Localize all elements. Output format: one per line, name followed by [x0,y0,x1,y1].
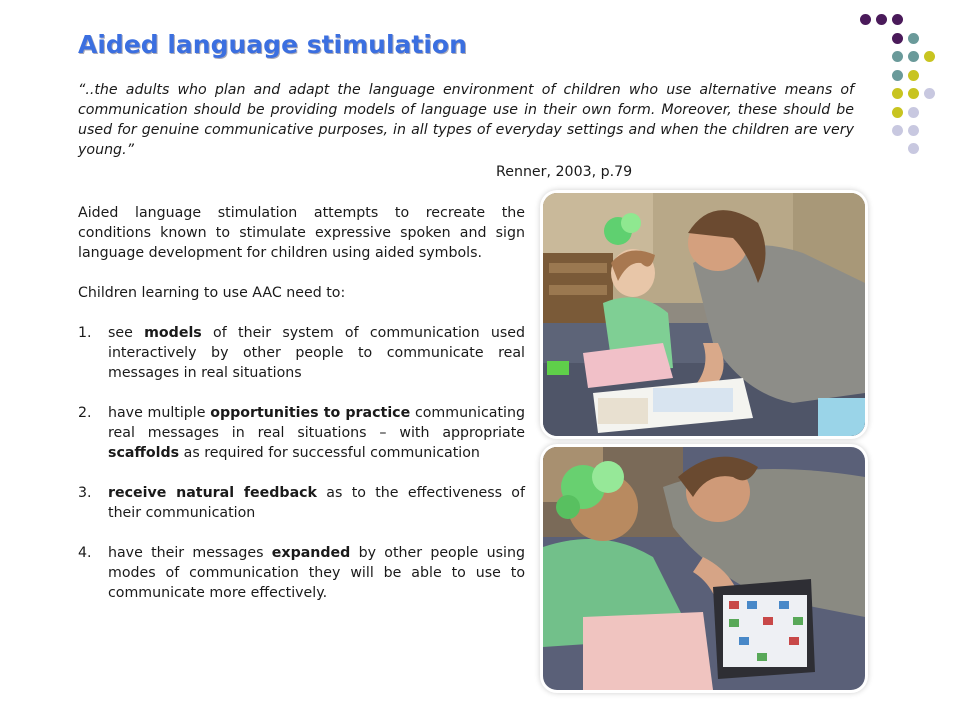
list-item: 4. have their messages expanded by other people using modes of communication they will be able to use to communicate more effectively. [78,545,525,601]
dot [908,125,919,136]
dot [908,88,919,99]
dot [924,88,935,99]
dot [892,33,903,44]
list-lead: Children learning to use AAC need to: [78,285,346,301]
quote-citation: Renner, 2003, p.79 [496,164,633,180]
dot [908,143,919,154]
dot [908,70,919,81]
quote-text: “..the adults who plan and adapt the language environment of children who use alternative means of communication should be providing models of language use in their own form. Moreover, these should be used for genuine communicative purposes, in all types of everyday settings and when the children are very young.” [78,82,854,158]
list-item: 3. receive natural feedback as to the effectiveness of their communication [78,485,525,521]
list-item: 2. have multiple opportunities to practice communicating real messages in real situations – with appropriate scaffolds as required for successful communication [78,405,525,461]
dot [860,14,871,25]
dot [892,70,903,81]
dot [892,125,903,136]
decorative-dot-grid [836,14,960,154]
dot [892,107,903,118]
slide-title: Aided language stimulation [78,30,467,59]
dot [876,14,887,25]
needs-list [78,323,525,603]
dot [892,88,903,99]
dot [908,33,919,44]
photo-child-pointing-symbol-board [543,447,865,690]
photo-woman-child-communication-book [543,193,865,436]
intro-paragraph: Aided language stimulation attempts to recreate the conditions known to stimulate expressive spoken and sign language development for children using aided symbols. [78,205,525,261]
dot [892,14,903,25]
dot [908,51,919,62]
list-item: 1. see models of their system of communication used interactively by other people to communicate real messages in real situations [78,325,526,381]
dot [892,51,903,62]
body-text [78,203,525,623]
dot [908,107,919,118]
dot [924,51,935,62]
